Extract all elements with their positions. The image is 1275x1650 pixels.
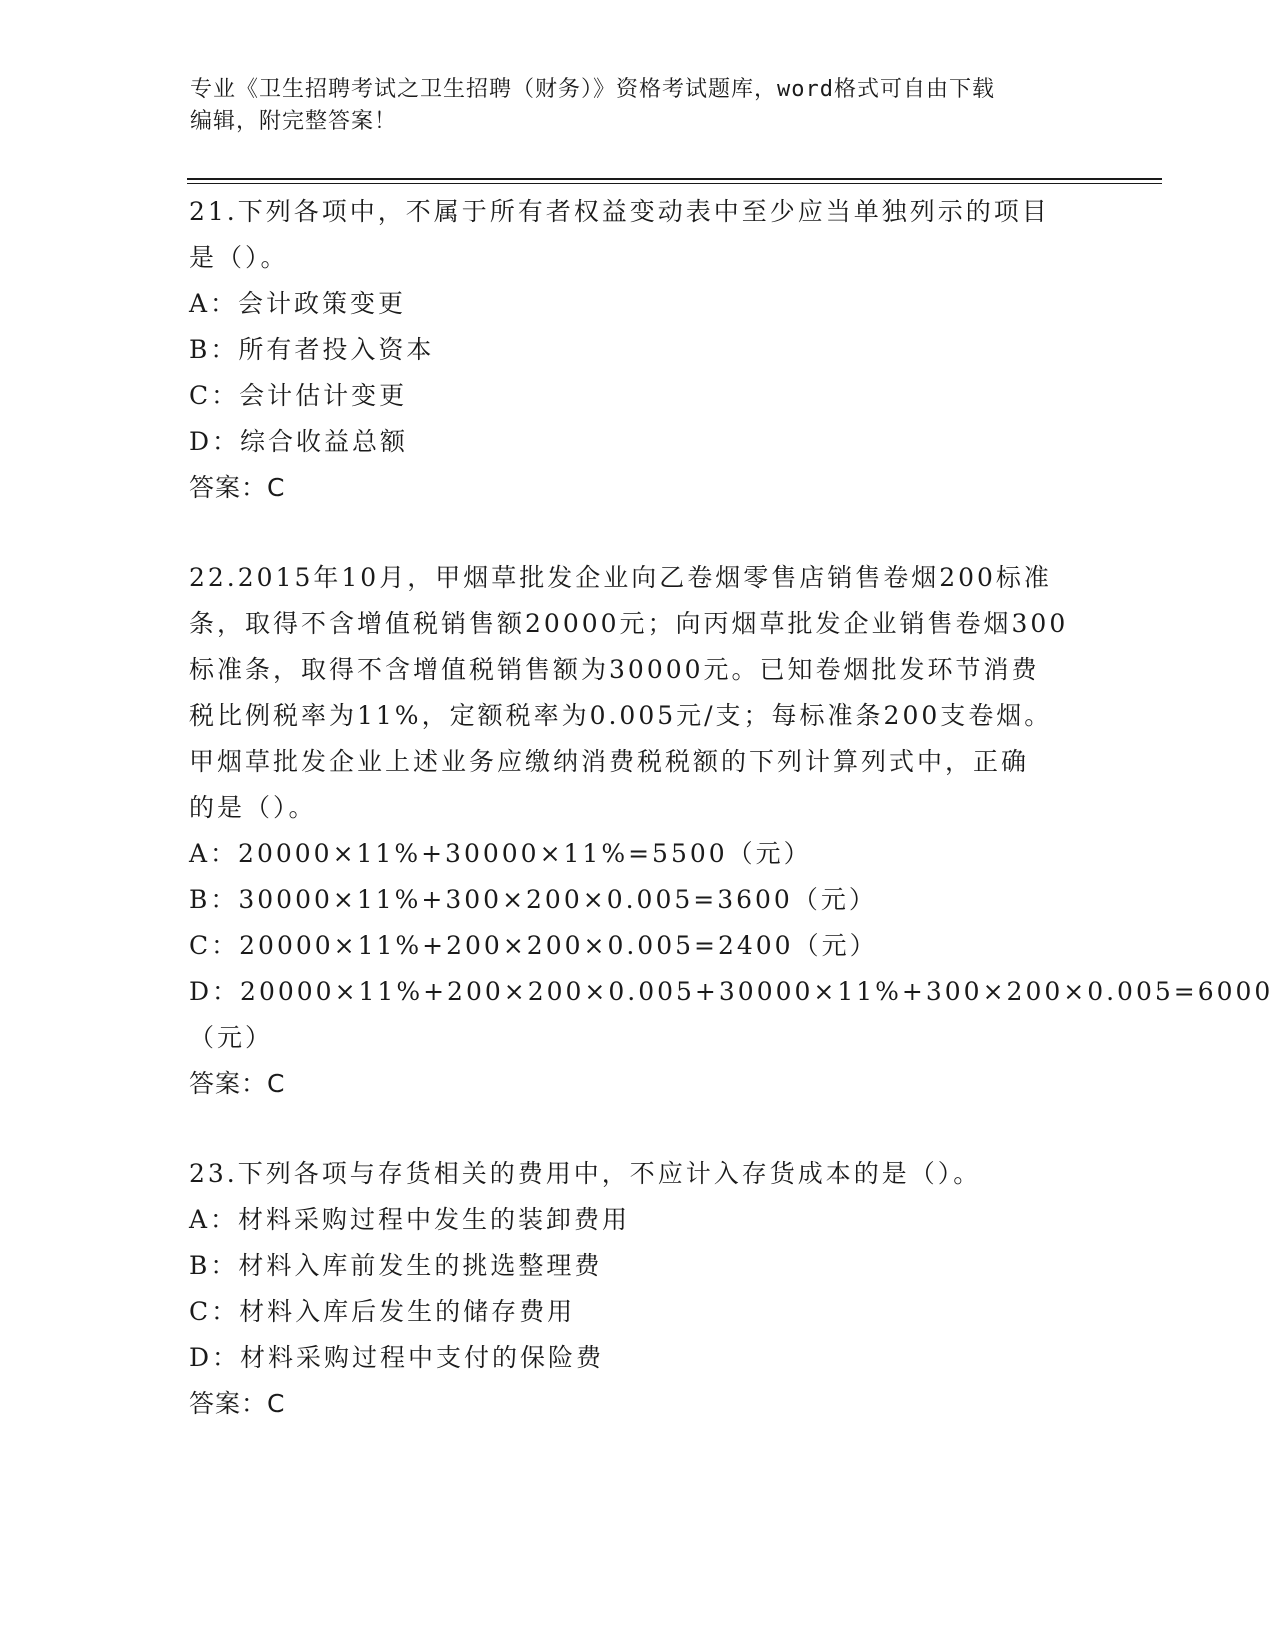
header-divider-thin	[187, 183, 1162, 184]
question-23	[189, 1151, 1089, 1427]
question-stem-line: 23.下列各项与存货相关的费用中，不应计入存货成本的是（）。	[189, 1159, 982, 1188]
question-stem-line: 税比例税率为11%，定额税率为0.005元/支；每标准条200支卷烟。	[189, 701, 1053, 730]
header-divider	[187, 178, 1162, 180]
option-d: D：材料采购过程中支付的保险费	[189, 1343, 605, 1372]
answer-label: 答案：C	[189, 1069, 286, 1098]
document-header: 专业《卫生招聘考试之卫生招聘（财务）》资格考试题库，word格式可自由下载 编辑，附完整答案！	[190, 77, 995, 134]
option-c: C：材料入库后发生的储存费用	[189, 1297, 576, 1326]
option-d: D：综合收益总额	[189, 427, 409, 456]
question-stem-line: 22.2015年10月，甲烟草批发企业向乙卷烟零售店销售卷烟200标准	[189, 563, 1052, 592]
question-stem-line: 甲烟草批发企业上述业务应缴纳消费税税额的下列计算列式中，正确	[189, 747, 1030, 776]
question-stem-line: 是（）。	[189, 243, 289, 272]
option-d: D：20000×11%+200×200×0.005+30000×11%+300×200×0.005=6000	[189, 977, 1274, 1006]
question-stem-line: 21.下列各项中，不属于所有者权益变动表中至少应当单独列示的项目	[189, 197, 1050, 226]
option-d-continuation: （元）	[189, 1023, 274, 1052]
option-b: B：30000×11%+300×200×0.005=3600（元）	[189, 885, 877, 914]
option-c: C：20000×11%+200×200×0.005=2400（元）	[189, 931, 878, 960]
question-stem-line: 条，取得不含增值税销售额20000元；向丙烟草批发企业销售卷烟300	[189, 609, 1069, 638]
answer-label: 答案：C	[189, 473, 286, 502]
option-a: A：材料采购过程中发生的装卸费用	[189, 1205, 631, 1234]
question-22	[189, 555, 1274, 1107]
answer-label: 答案：C	[189, 1389, 286, 1418]
question-stem-line: 的是（）。	[189, 793, 317, 822]
option-b: B：材料入库前发生的挑选整理费	[189, 1251, 603, 1280]
question-stem-line: 标准条，取得不含增值税销售额为30000元。已知卷烟批发环节消费	[189, 655, 1040, 684]
option-c: C：会计估计变更	[189, 381, 408, 410]
option-b: B：所有者投入资本	[189, 335, 435, 364]
question-21	[189, 189, 1089, 511]
option-a: A：会计政策变更	[189, 289, 407, 318]
option-a: A：20000×11%+30000×11%=5500（元）	[189, 839, 812, 868]
